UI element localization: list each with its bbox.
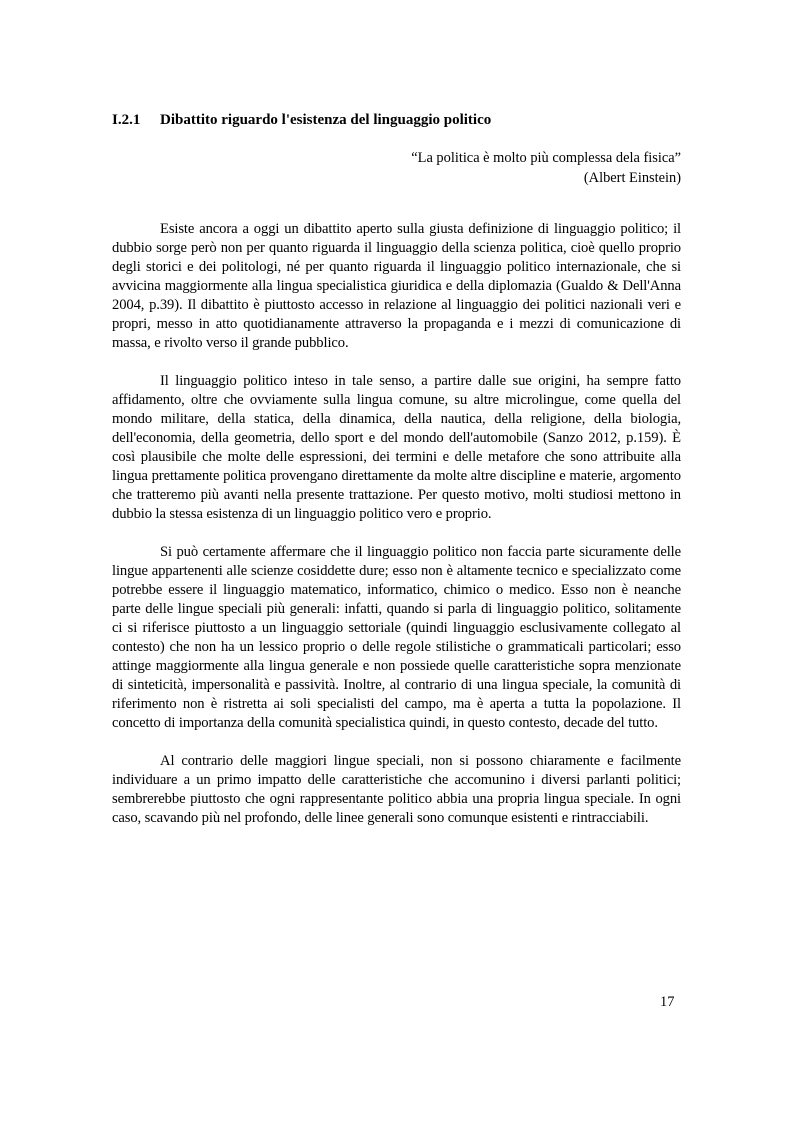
paragraph-2: Il linguaggio politico inteso in tale senso, a partire dalle sue origini, ha sempre fatto affidamento, oltre che ovviamente sulla lingua comune, su altre microlingue, come quella del mondo militare, della statica, della dinamica, della nautica, della religione, della biologia, dell'economia, della geometria, dello sport e del mondo dell'automobile (Sanzo 2012, p.159). È così plausibile che molte delle espressioni, dei termini e delle metafore che sono attribuite alla lingua prettamente politica provengano direttamente da molte altre discipline e materie, argomento che tratteremo più avanti nella presente trattazione. Per questo motivo, molti studiosi mettono in dubbio la stessa esistenza di un linguaggio politico vero e proprio. (112, 373, 681, 522)
epigraph (112, 148, 681, 188)
paragraph-4: Al contrario delle maggiori lingue speciali, non si possono chiaramente e facilmente individuare a un primo impatto delle caratteristiche che accomunino i diversi parlanti politici; sembrerebbe piuttosto che ogni rappresentante politico abbia una propria lingua speciale. In ogni caso, scavando più nel profondo, delle linee generali sono comunque esistenti e rintracciabili. (112, 753, 681, 826)
document-page (112, 110, 681, 847)
page-number: 17 (660, 994, 675, 1010)
section-title: Dibattito riguardo l'esistenza del linguaggio politico (160, 112, 492, 128)
section-heading (112, 110, 681, 130)
section-number: I.2.1 (112, 112, 141, 128)
paragraph-1: Esiste ancora a oggi un dibattito aperto sulla giusta definizione di linguaggio politico; il dubbio sorge però non per quanto riguarda il linguaggio della scienza politica, cioè quello proprio degli storici e dei politologi, né per quanto riguarda il linguaggio politico internazionale, che si avvicina maggiormente alla lingua specialistica giuridica e della diplomazia (Gualdo & Dell'Anna 2004, p.39). Il dibattito è piuttosto accesso in relazione al linguaggio dei politici nazionali veri e propri, messo in atto quotidianamente attraverso la propaganda e i mezzi di comunicazione di massa, e rivolto verso il grande pubblico. (112, 221, 681, 351)
epigraph-quote: “La politica è molto più complessa dela fisica” (411, 150, 681, 166)
epigraph-author: (Albert Einstein) (583, 170, 681, 186)
paragraph-3: Si può certamente affermare che il linguaggio politico non faccia parte sicuramente delle lingue appartenenti alle scienze cosiddette dure; esso non è altamente tecnico e specializzato come potrebbe essere il linguaggio matematico, informatico, chimico o medico. Esso non è neanche parte delle lingue speciali più generali: infatti, quando si parla di linguaggio politico, solitamente ci si riferisce piuttosto a un linguaggio settoriale (quindi linguaggio esclusivamente collegato al contesto) che non ha un lessico proprio o delle regole stilistiche o grammaticali particolari; esso attinge maggiormente alla lingua generale e non possiede quelle caratteristiche sopra menzionate di sinteticità, impersonalità e passività. Inoltre, al contrario di una lingua speciale, la comunità di riferimento non è ristretta ai soli specialisti del campo, ma è aperta a tutta la popolazione. Il concetto di importanza della comunità specialistica quindi, in questo contesto, decade del tutto. (112, 544, 681, 731)
